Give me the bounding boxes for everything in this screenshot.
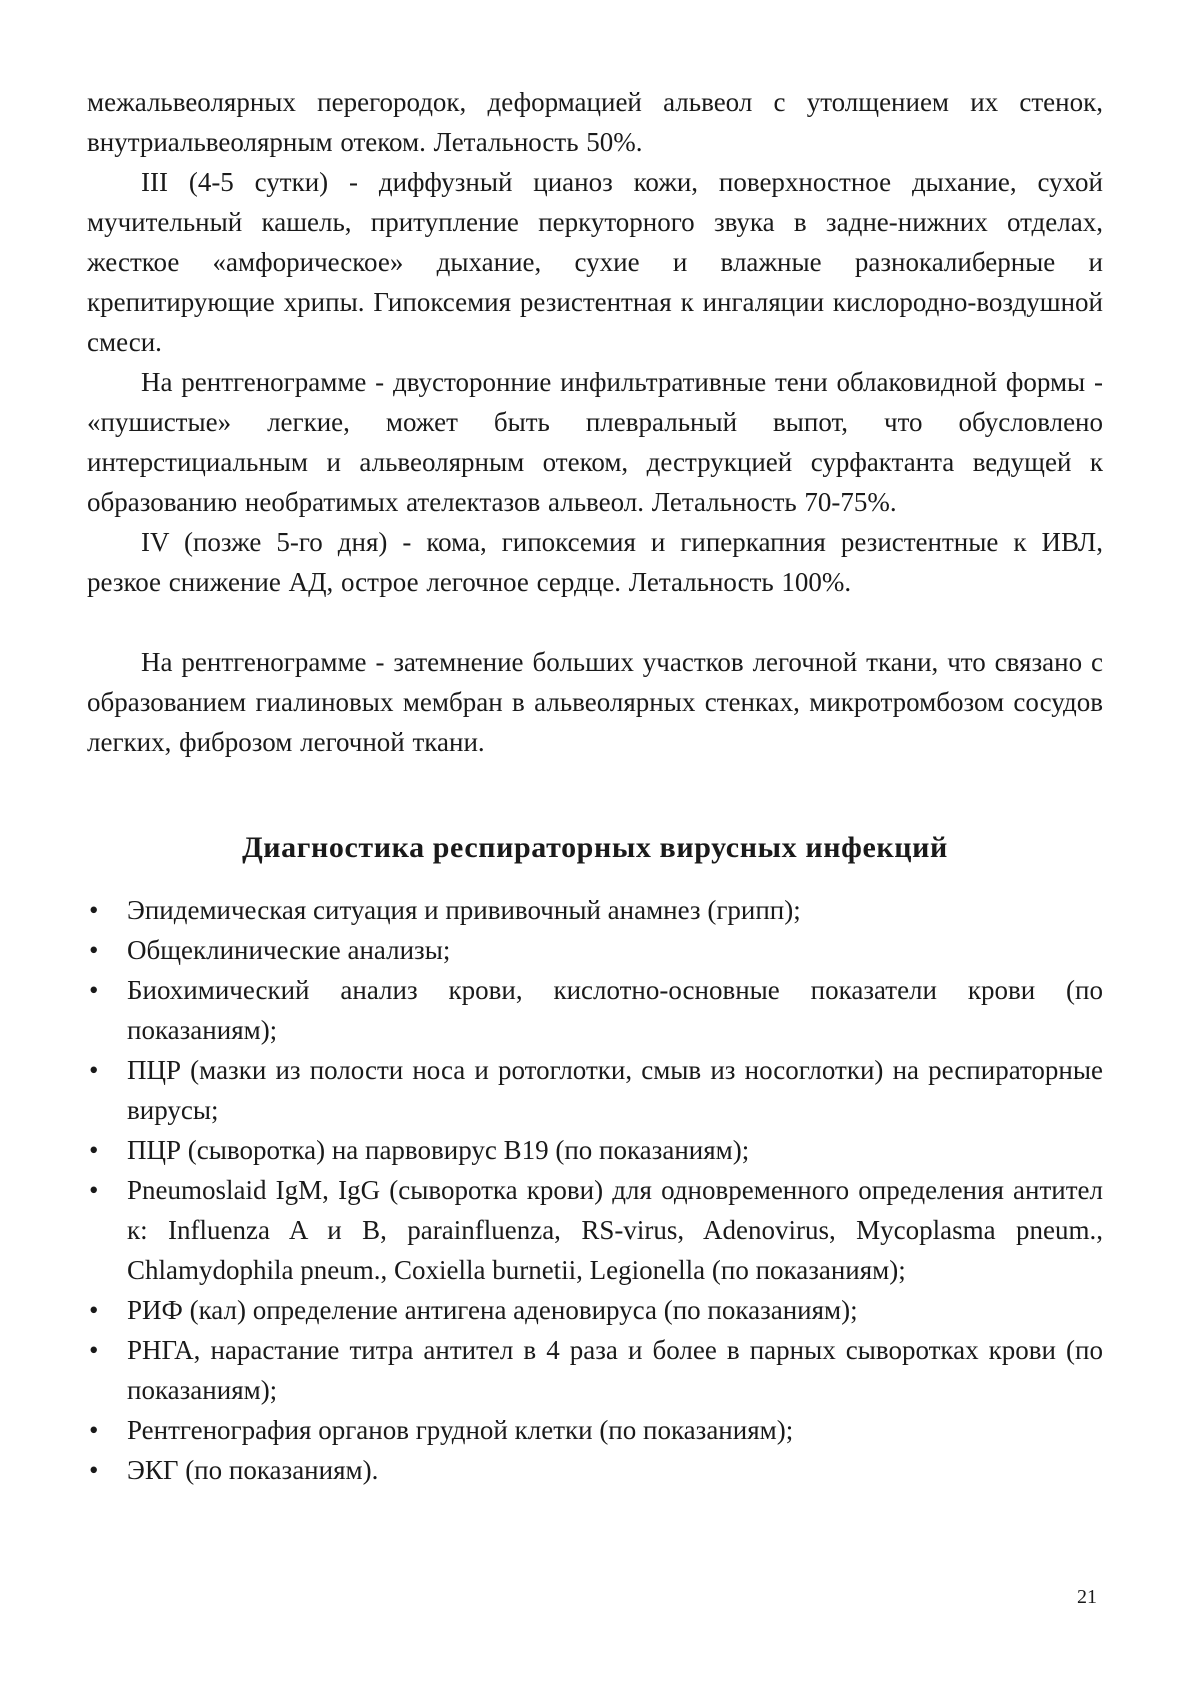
list-item-text: ПЦР (сыворотка) на парвовирус В19 (по показаниям);	[127, 1135, 750, 1165]
paragraph-continuation: межальвеолярных перегородок, деформацией альвеол с утолщением их стенок, внутриальвеолярным отеком. Летальность 50%.	[87, 87, 1103, 157]
list-item-text: ПЦР (мазки из полости носа и ротоглотки, смыв из носоглотки) на респираторные вирусы;	[127, 1055, 1103, 1125]
bullet-icon: •	[89, 935, 99, 965]
bullet-icon: •	[89, 975, 99, 1005]
bullet-icon: •	[89, 1175, 99, 1205]
section-heading: Диагностика респираторных вирусных инфекций	[242, 831, 948, 864]
bullet-icon: •	[89, 1415, 99, 1445]
list-item-text: Биохимический анализ крови, кислотно-основные показатели крови (по показаниям);	[127, 975, 1103, 1045]
bullet-icon: •	[89, 1055, 99, 1085]
bullet-icon: •	[89, 1455, 99, 1485]
paragraph-xray-stage-3: На рентгенограмме - двусторонние инфильтративные тени облаковидной формы - «пушистые» легкие, может быть плевральный выпот, что обусловлено интерстициальным и альвеолярным отеком, деструкцией сурфактанта ведущей к образованию необратимых ателектазов альвеол. Летальность 70-75%.	[87, 367, 1103, 517]
paragraph-stage-3: III (4-5 сутки) - диффузный цианоз кожи, поверхностное дыхание, сухой мучительный кашель, притупление перкуторного звука в задне-нижних отделах, жесткое «амфорическое» дыхание, сухие и влажные разнокалиберные и крепитирующие хрипы. Гипоксемия резистентная к ингаляции кислородно-воздушной смеси.	[87, 167, 1103, 357]
paragraph-stage-4: IV (позже 5-го дня) - кома, гипоксемия и гиперкапния резистентные к ИВЛ, резкое снижение АД, острое легочное сердце. Летальность 100%.	[87, 527, 1103, 597]
list-item	[87, 1450, 1103, 1490]
diagnostics-list	[87, 890, 1103, 1490]
list-item-text: РНГА, нарастание титра антител в 4 раза и более в парных сыворотках крови (по показаниям);	[127, 1335, 1103, 1405]
paragraph-spacer	[87, 602, 1103, 642]
list-item	[87, 1290, 1103, 1330]
list-item	[87, 890, 1103, 930]
paragraph-xray-stage-4: На рентгенограмме - затемнение больших участков легочной ткани, что связано с образованием гиалиновых мембран в альвеолярных стенках, микротромбозом сосудов легких, фиброзом легочной ткани.	[87, 647, 1103, 757]
list-item	[87, 1130, 1103, 1170]
list-item	[87, 1330, 1103, 1410]
list-item-text: Общеклинические анализы;	[127, 935, 451, 965]
list-item-text: Рентгенография органов грудной клетки (по показаниям);	[127, 1415, 794, 1445]
page-number: 21	[1077, 1586, 1097, 1608]
list-item-text: ЭКГ (по показаниям).	[127, 1455, 379, 1485]
list-item	[87, 970, 1103, 1050]
bullet-icon: •	[89, 1135, 99, 1165]
list-item-text: Pneumoslaid IgM, IgG (сыворотка крови) для одновременного определения антител к: Influenza A и B, parainfluenza, RS-virus, Adenovirus, Mycoplasma pneum., Chlamydophila pneum., Coxiella burnetii, Legionella (по показаниям);	[127, 1175, 1103, 1285]
list-item	[87, 1050, 1103, 1130]
list-item	[87, 930, 1103, 970]
list-item	[87, 1170, 1103, 1290]
list-item	[87, 1410, 1103, 1450]
list-item-text: Эпидемическая ситуация и прививочный анамнез (грипп);	[127, 895, 801, 925]
list-item-text: РИФ (кал) определение антигена аденовируса (по показаниям);	[127, 1295, 858, 1325]
bullet-icon: •	[89, 895, 99, 925]
bullet-icon: •	[89, 1295, 99, 1325]
bullet-icon: •	[89, 1335, 99, 1365]
document-page	[87, 82, 1103, 1490]
